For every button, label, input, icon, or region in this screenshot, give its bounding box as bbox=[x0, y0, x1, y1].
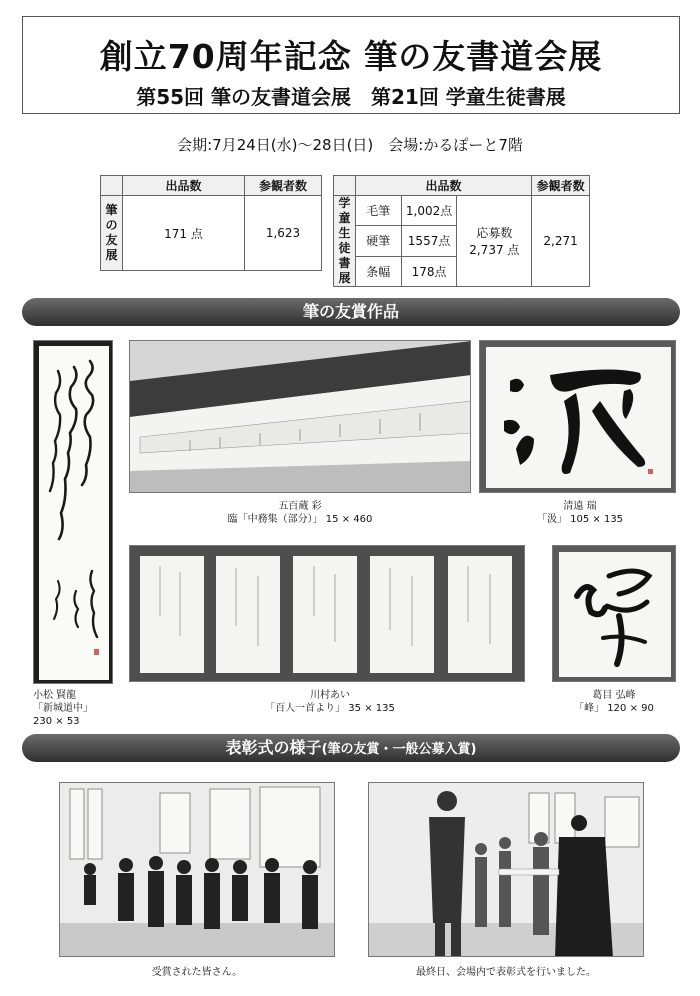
scroll-artwork-image bbox=[34, 341, 113, 684]
items-count: 171 点 bbox=[123, 196, 245, 271]
artist-name: 葛目 弘峰 bbox=[592, 690, 636, 701]
photo-award-winners bbox=[59, 782, 335, 957]
row-label: 筆の友展 bbox=[101, 196, 123, 271]
caption-komatsu bbox=[33, 689, 123, 728]
col-header-visitors: 参観者数 bbox=[245, 176, 322, 196]
winners-photo-image bbox=[60, 783, 335, 957]
category-count: 1,002点 bbox=[401, 196, 457, 226]
category-name: 毛筆 bbox=[355, 196, 401, 226]
col-header-items: 出品数 bbox=[123, 176, 245, 196]
artist-name: 五百蔵 彩 bbox=[278, 501, 322, 512]
work-detail: 「百人一首より」 35 × 135 bbox=[265, 703, 395, 714]
panels-artwork-image bbox=[130, 546, 525, 682]
section-title: 筆の友賞作品 bbox=[302, 302, 399, 321]
exhibition-period: 会期:7月24日(水)〜28日(日) 会場:かるぽーと7階 bbox=[177, 136, 523, 154]
total-cell bbox=[457, 196, 532, 287]
visitors-count: 2,271 bbox=[532, 196, 590, 287]
section-title-note: (筆の友賞・一般公募入賞) bbox=[321, 742, 477, 757]
photo-ceremony bbox=[368, 782, 644, 957]
category-count: 1557点 bbox=[401, 226, 457, 256]
section-banner-ceremony bbox=[22, 734, 680, 762]
table-corner bbox=[101, 176, 123, 196]
total-value: 2,737 点 bbox=[469, 243, 520, 257]
title-box bbox=[22, 16, 680, 114]
kyu-artwork-image bbox=[480, 341, 676, 493]
total-label: 応募数 bbox=[476, 226, 513, 240]
table-corner bbox=[334, 176, 356, 196]
stats-table-fude bbox=[100, 175, 322, 271]
col-header-visitors: 参観者数 bbox=[532, 176, 590, 196]
caption-kawamura bbox=[210, 689, 450, 715]
caption-winners: 受賞された皆さん。 bbox=[151, 967, 243, 978]
work-title: 「新城道中」 bbox=[33, 703, 93, 714]
page-title: 創立70周年記念 筆の友書道会展 bbox=[99, 37, 603, 76]
mine-artwork-image bbox=[553, 546, 676, 682]
work-detail: 臨「中務集（部分）」 15 × 460 bbox=[227, 514, 373, 525]
artist-name: 小松 賢龍 bbox=[33, 690, 77, 701]
work-detail: 「峰」 120 × 90 bbox=[574, 703, 654, 714]
category-name: 条幅 bbox=[355, 256, 401, 286]
artist-name: 清遠 瑞 bbox=[563, 501, 597, 512]
caption-kiyotoo bbox=[500, 500, 660, 526]
artwork-kyu bbox=[479, 340, 676, 493]
visitors-count: 1,623 bbox=[245, 196, 322, 271]
section-banner-awards bbox=[22, 298, 680, 326]
section-title: 表彰式の様子 bbox=[225, 738, 322, 757]
caption-ceremony: 最終日、会場内で表彰式を行いました。 bbox=[416, 967, 596, 978]
artist-name: 川村あい bbox=[310, 690, 350, 701]
page-subtitle: 第55回 筆の友書道会展 第21回 学童生徒書展 bbox=[136, 85, 566, 109]
artwork-hyakunin-panels bbox=[129, 545, 525, 682]
artwork-vertical-scroll bbox=[33, 340, 113, 684]
ceremony-photo-image bbox=[369, 783, 644, 957]
stats-table-students bbox=[333, 175, 590, 287]
caption-iokura bbox=[160, 500, 440, 526]
col-header-items: 出品数 bbox=[355, 176, 531, 196]
category-name: 硬筆 bbox=[355, 226, 401, 256]
work-detail: 「汲」 105 × 135 bbox=[536, 514, 624, 525]
long-scroll-image bbox=[130, 341, 471, 493]
category-count: 178点 bbox=[401, 256, 457, 286]
caption-kuzume bbox=[552, 689, 676, 715]
work-size: 230 × 53 bbox=[33, 716, 80, 727]
artwork-mine bbox=[552, 545, 676, 682]
row-label: 学童生徒書展 bbox=[334, 196, 356, 287]
artwork-long-scroll bbox=[129, 340, 471, 493]
